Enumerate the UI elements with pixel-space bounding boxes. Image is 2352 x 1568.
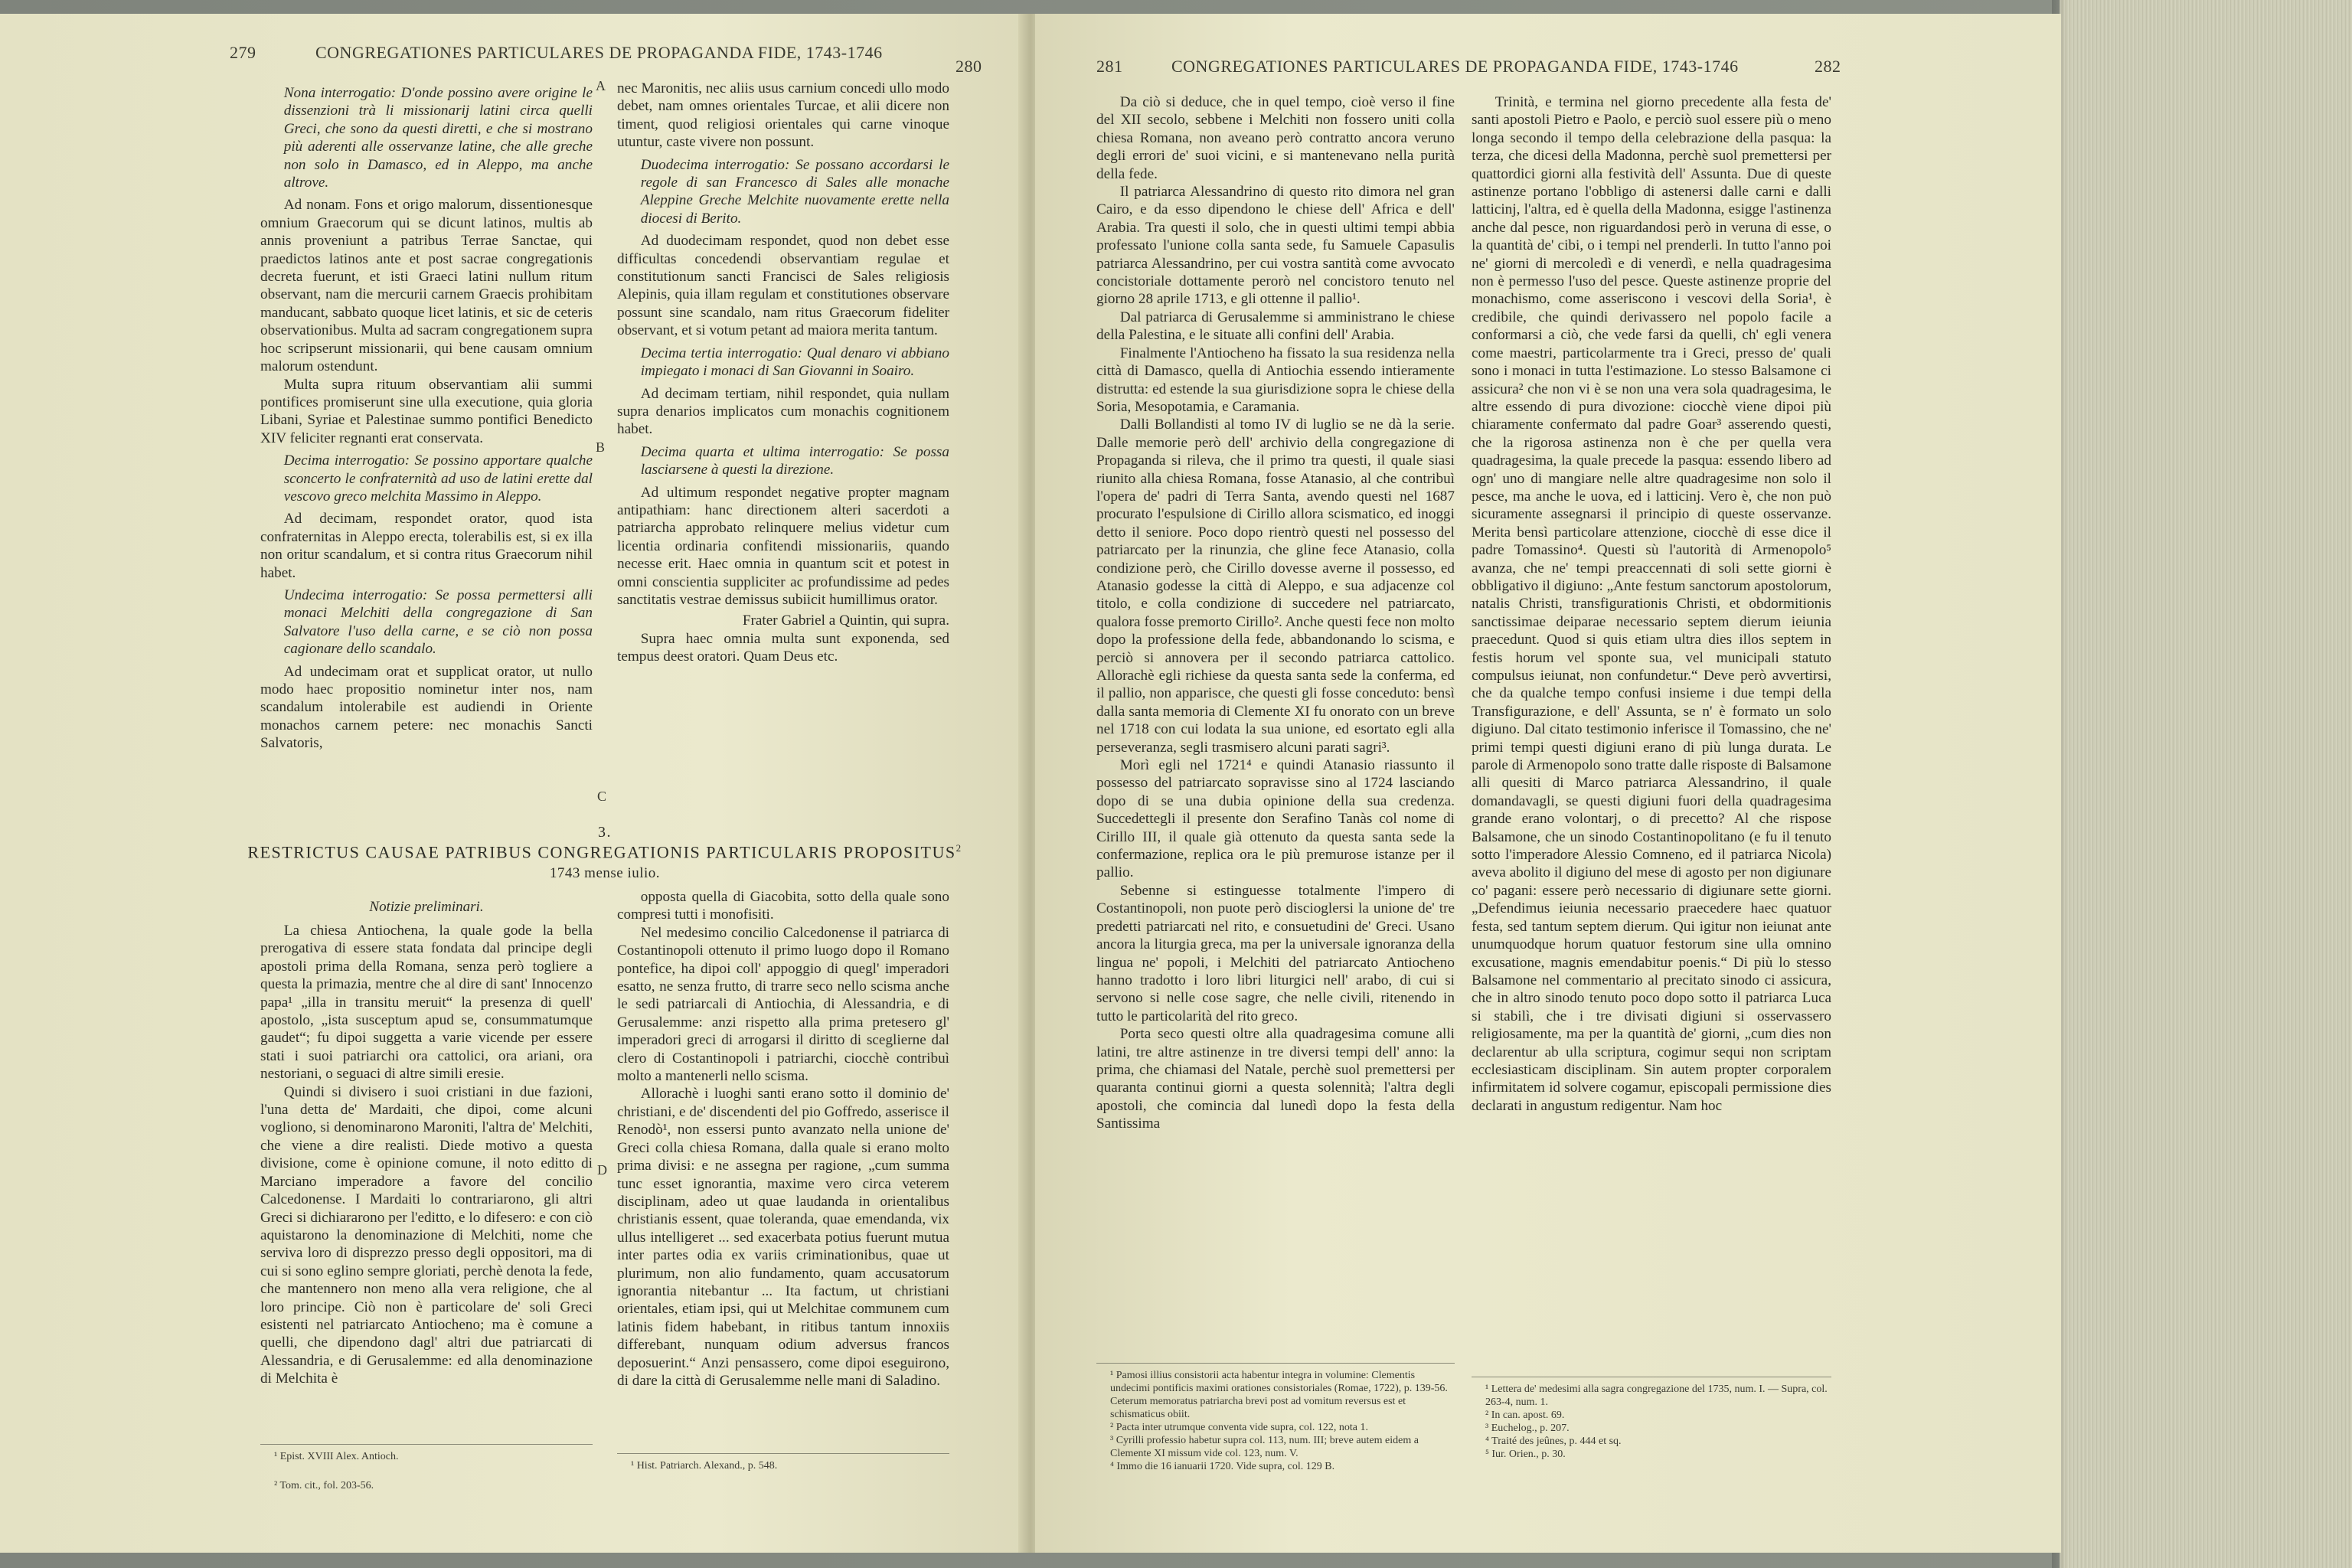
section-date: 1743 mense iulio. [549,865,661,881]
paragraph: Porta seco questi oltre alla quadragesima comune alli latini, tre altre astinenze in tre diversi tempi dell' anno: la prima, che chiamasi del Natale, perchè suol premettersi per quaranta continui giorni a questa solennità; l'altra degli apostoli, che comincia dal lunedì dopo la festa della Santissima [1096,1026,1455,1132]
paragraph: Quindi si divisero i suoi cristiani in due fazioni, l'una detta de' Mardaiti, che dipoi, come alcuni vogliono, si denominarono Maroniti, l'altra de' Melchiti, che viene a dire realisti. Diede motivo a questa divisione, come è opinione comune, il noto editto di Marciano imperadore a favore del concilio Calcedonense. I Mardaiti lo contrariarono, gli altri Greci si dichiararono per l'editto, e lo difesero: e con ciò aquistarono la denominazione di Melchiti, nome che serviva loro di disprezzo presso degli oppositori, ma di cui si sono eglino sempre gloriati, perchè denota la fede, che mantennero non meno alla vera religione, che al loro principe. Ciò non è particolare de' soli Greci esistenti nel patriarcato Antiocheno; ma è comune a quelli, che dipendono dagl' altri due patriarcati di Alessandria, e di Gerusalemme: ed alla denominazione di Melchita è [260,1083,593,1387]
left-page-number-a: 279 [230,43,256,62]
left-footnotes-col1 [260,1450,593,1463]
paragraph: nec Maronitis, nec aliis usus carnium concedi ullo modo debet, nam omnes orientales Turcae, et alii dicere non timent, quod religiosi orientales qui carne vinoque utuntur, caste vivere non possunt. [617,80,949,151]
footnote-rule-left-1 [260,1444,593,1445]
paragraph: Multa supra rituum observantiam alii summi pontifices promiserunt sine ulla executione, quia gloria Libani, Syriae et Palestinae summo pontifici Benedicto XIV feliciter regnanti erat conservata. [260,376,593,446]
section-title [230,842,980,862]
footnote: ⁴ Traité des jeûnes, p. 444 et sq. [1485,1436,1622,1447]
left-running-title: CONGREGATIONES PARTICULARES DE PROPAGANDA FIDE, 1743-1746 [315,43,883,62]
paragraph: Dal patriarca di Gerusalemme si amministrano le chiese della Palestina, e le situate alli confini dell' Arabia. [1096,309,1455,344]
footnote: ² Pacta inter utrumque conventa vide supra, col. 122, nota 1. [1110,1422,1368,1433]
interrogatio-paragraph: Duodecima interrogatio: Se possano accordarsi le regole di san Francesco di Sales alle monache Aleppine Greche Melchite nuovamente erette nella diocesi di Berito. [640,156,949,227]
margin-letter-b: B [596,439,606,455]
section-number: 3. [598,824,612,841]
right-column-1 [1096,93,1455,1133]
right-footnotes-col2 [1472,1383,1831,1461]
margin-letter-d: D [597,1162,607,1178]
footnote: ¹ Pamosi illius consistorii acta habentur integra in volumine: Clementis undecimi pontificis maximi orationes consistoriales (Romae, 1722), p. 139-56. Ceterum memoratus patriarcha brevi post ad vomitum reversus est et schismaticus obiit. [1110,1370,1448,1420]
right-running-title: CONGREGATIONES PARTICULARES DE PROPAGANDA FIDE, 1743-1746 [1171,57,1739,76]
signature-line: Frater Gabriel a Quintin, qui supra. [742,612,949,629]
left-page [0,14,1026,1553]
left-footnotes-col1-second [260,1479,593,1492]
right-page-number-a: 281 [1096,57,1123,76]
page-edges [2060,0,2352,1568]
section-title-note: 2 [956,842,962,854]
paragraph: Ad decimam, respondet orator, quod ista confraternitas in Aleppo erecta, tolerabilis est, si ex illa non oritur scandalum, et si contra ritus Graecorum nihil habet. [260,511,593,581]
paragraph: Morì egli nel 1721⁴ e quindi Atanasio riassunto il possesso del patriarcato sopravisse sino al 1724 lasciando dopo di se una dubia opinione della sua credenza. Succedettegli il presente don Serafino Tanàs col nome di Cirillo III, il quale già ottenuto da questa santa sede la confermazione, replica ora le più premurose istanze per il pallio. [1096,757,1455,881]
paragraph: Ad duodecimam respondet, quod non debet esse difficultas concedendi observantiam regulae et constitutionum sancti Francisci de Sales religiosis Alepinis, quia illam regulam et constitutiones observare possunt sine scandalo, nam ritus Graecorum fideliter observant, et si votum petant ad maiora merita tantum. [617,233,949,339]
left-column-1-bottom [260,922,593,1388]
paragraph: La chiesa Antiochena, la quale gode la bella prerogativa di essere stata fondata dal principe degli apostoli prima della Romana, senza però togliere a questa la primazia, mentre che al dire di sant' Innocenzo papa¹ „illa in transitu meruit“ la presenza di quell' apostolo, „ista susceptum apud se, consummatumque gaudet“; fu dipoi suggetta a varie vicende per essere stati i suoi patriarchi ora cattolici, ora ariani, ora nestoriani, o seguaci di altre simili eresie. [260,923,593,1083]
right-page-number-b: 282 [1815,57,1841,76]
paragraph: Nel medesimo concilio Calcedonense il patriarca di Costantinopoli ottenuto il primo luogo dopo il Romano pontefice, ha dipoi coll' appoggio di quegl' imperadori esatto, ne senza frutto, di trarre seco nello scisma anche le sedi patriarcali di Antiochia, di Alessandria, e di Gerusalemme: anzi rispetto alla prima pretesero gl' imperadori greci di arrogarsi il diritto di sceglierne dal clero di Costantinopoli i patriarchi, ciocchè contribuì molto a mantenerli nello scisma. [617,924,949,1085]
paragraph: Supra haec omnia multa sunt exponenda, sed tempus deest oratori. Quam Deus etc. [617,630,949,665]
left-footnotes-col2 [617,1459,949,1472]
right-column-2 [1472,93,1831,1115]
paragraph: Ad nonam. Fons et origo malorum, dissentionesque omnium Graecorum qui se dicunt latinos, multis ab annis proveniunt a patribus Terrae Sanctae, qui praedictos latinos ante et post sacrae congregationis decreta fuerunt, et isti Graeci latini nullum ritum observant, nam die mercurii carnem Graecis prohibitam manducant, sabbato quoque licet latinis, et sic de ceteris observationibus. Multa ad sacram congregationem supra hoc scripserunt missionarii, qui bene causam omnium malorum ostendunt. [260,197,593,375]
margin-letter-c: C [597,789,607,804]
interrogatio-paragraph: Decima interrogatio: Se possino apportare qualche sconcerto le confraternità ad uso de latini erette dal vescovo greco melchita Massimo in Aleppo. [283,452,593,505]
paragraph: Ad decimam tertiam, nihil respondet, quia nullam supra denarios implicatos cum monachis cognitionem habet. [617,385,949,438]
right-page [1035,14,2061,1553]
section-title-text: RESTRICTUS CAUSAE PATRIBUS CONGREGATIONIS PARTICULARIS PROPOSITUS [247,842,956,862]
left-page-number-b: 280 [956,57,982,76]
footnote: ³ Cyrilli professio habetur supra col. 113, num. III; breve autem eidem a Clemente XI missum vide col. 123, num. V. [1110,1435,1419,1459]
footnote: ³ Euchelog., p. 207. [1485,1423,1570,1434]
footnote-rule-right-1 [1096,1363,1455,1364]
footnote: ¹ Epist. XVIII Alex. Antioch. [274,1451,399,1462]
subheading: Notizie preliminari. [369,899,484,915]
footnote: ⁴ Immo die 16 ianuarii 1720. Vide supra, col. 129 B. [1110,1461,1335,1472]
paragraph: Trinità, e termina nel giorno precedente alla festa de' santi apostoli Pietro e Paolo, e perciò suol essere più o meno longa secondo il tempo della celebrazione della pasqua: la terza, che dicesi della Madonna, perchè suol premettersi per quattordici giorni alla festività dell' Assunta. Due di queste astinenze portano l'obbligo di astenersi dalle carni e dalli latticinj, l'altra, ed è quella della Madonna, esigge l'astinenza anche dal pesce, non riguardandosi però in veruna di esse, o la quantità de' cibi, o i tempi nel prenderli. In tutto l'anno poi ne' giorni di mercoledì e di venerdì, e nella quadragesima non è permesso l'uso del pesce. Queste astinenze proprie del monachismo, come asseriscono i vescovi della Soria¹, è credibile, che quindi derivassero nel popolo facile a conformarsi a ciò, che vede farsi da quelli, ch' egli venera come maestri, particolarmente tra i Greci, presso de' quali sono i monaci in tutta l'estimazione. Lo stesso Balsamone ci assicura² che non vi è se non una vera sola quadragesima, le altre essendo di pura divozione: ciocchè viene dipoi più chiaramente confermato dal padre Goar³ asserendo questi, che la rigorosa astinenza non è che per quella vera quadragesima, la quale precede la pasqua: essendo libero ad ogn' uno di mangiare nelle altre quadragesime non solo il pesce, ma anche le uova, ed i latticinj. Vero è, che non può sicuramente assegnarsi il principio di queste osservanze. Merita bensì particolare attenzione, ciocchè di esse dice il padre Tomassino⁴. Questi sù l'autorità di Armenopolo⁵ avanza, che ne' tempi preaccennati di soli sette giorni è obbligativo il digiuno: „Ante festum sanctorum apostolorum, natalis Christi, transfigurationis Christi, et obdormitionis sanctissimae deiparae necessario septem dierum ieiunia praecedunt. Quod si quis etiam ultra dies illos septem in festis horum vel sponte sua, vel municipali statuto compulsus ieiunat, non confundetur.“ Deve però avvertirsi, che da qualche tempo confusi insieme i due tempi della Transfigurazione, e dell' Assunta, se n' è formato un solo digiuno. Dal citato testimonio inferisce il Tomassino, che ne' primi tempi questi digiuni erano di più lunga durata. Le parole di Armenopolo sono tratte dalle risposte di Balsamone alli quesiti di Marco patriarca Alessandrino, il quale domandavagli, se questi digiuni fuori della quadragesima grande erano volontarj, o di precetto? Al che rispose Balsamone, che un sinodo Costantinopolitano (e fu il tenuto sotto l'imperadore Alessio Comneno, ed il patriarca Nicola) aveva abolito il digiuno del mese di agosto per non digiunare co' pagani: essere però necessario di digiunare sette giorni. „Defendimus ieiunia necessario praecedere haec quatuor festa, sed tantum septem dierum. Qui igitur non ieiunat ante unumquodque horum quatuor festorum sine ulla omnino excusatione, magnis emendabitur poenis.“ Di più lo stesso Balsamone nel commentario al precitato sinodo ci assicura, che in altro sinodo tenuto poco dopo sotto il patriarca Luca si stabilì, che i tre divisati digiuni si osservassero religiosamente, ma per la quantità de' giorni, „cum dies non declarentur ab ulla scriptura, cogimur sequi non scriptam ecclesiasticam disciplinam. Sin autem propter corporalem infirmitatem id solvere cogamur, episcopali permissione dies declarati in angustum redigentur. Nam hoc [1472,94,1831,1114]
paragraph: Finalmente l'Antiocheno ha fissato la sua residenza nella città di Damasco, quella di Antiochia essendo intieramente distrutta: ed estende la sua giurisdizione sopra le chiese della Soria, Mesopotamia, e Caramania. [1096,345,1455,415]
left-column-2-bottom [617,888,949,1390]
footnote-rule-left-2 [617,1453,949,1454]
paragraph: Allorachè i luoghi santi erano sotto il dominio de' christiani, e de' discendenti del pio Goffredo, asserisce il Renodò¹, non essersi punto avanzato nella unione de' Greci colla chiesa Romana, dalla quale si erano molto prima divisi: e ne assegna per ragione, „cum summa tunc esset ignorantia, maxime vero circa veterem disciplinam, adeo ut quae laudanda in orientalibus christianis essent, quae toleranda, quae emendanda, vix ullus intelligeret ... sed exacerbata potius fuerunt mutua inter partes odia ex variis criminationibus, quae ut plurimum, non alio fundamento, quam accusatorum ignorantia nitebantur ... Ita factum, ut christiani orientales, etiam ipsi, qui ut Melchitae communem cum latinis fidem habebant, in ritibus tantum innoxiis differebant, nunquam odium adversus francos deposuerint.“ Anzi pensassero, come dipoi eseguirono, di dare la città di Gerusalemme nelle mani di Saladino. [617,1086,949,1389]
interrogatio-paragraph: Decima quarta et ultima interrogatio: Se possa lasciarsene à questi la direzione. [640,443,949,479]
footnote: ² In can. apost. 69. [1485,1410,1565,1421]
paragraph: opposta quella di Giacobita, sotto della quale sono compresi tutti i monofisiti. [617,889,949,923]
margin-letter-a: A [596,78,606,93]
paragraph: Dalli Bollandisti al tomo IV di luglio se ne dà la serie. Dalle memorie però dell' archivio della congregazione di Propaganda si rileva, che il primo tra questi, il quale siasi riunito alla chiesa Romana, fosse Atanasio, al che contribuì l'opera de' padri di Terra Santa, avendo questi nel 1687 procurato l'espulsione di Cirillo allora scismatico, ed inoggi detto il seniore. Poco dopo rientrò questi nel possesso del patriarcato per la rinunzia, che gline fece Atanasio, colla condizione però, che Cirillo dovesse averne il possesso, ed Atanasio godesse la città di Aleppo, e sua adjacenze col titolo, e colla condizione di succedere nel patriarcato, qualora fosse premorto Cirillo². Anche questi fece non molto dopo la professione della fede, abbandonando lo scisma, e perciò si annovera per il secondo patriarca cattolico. Allorachè egli richiese da questa santa sede la conferma, ed il pallio, non apparisce, che questi gli fosse conceduto: bensì dalla santa memoria di Clemente XI fu onorato con un breve nel 1718 con cui lodata la sua unione, ed esortato egli alla perseveranza, segli trasmisero alcuni parati sagri³. [1096,416,1455,756]
left-column-1-top [260,80,593,753]
left-column-2-top [617,80,949,666]
paragraph: Sebenne si estinguesse totalmente l'impero di Costantinopoli, non puote però discioglersi la unione de' tre predetti patriarcati nel rito, e consuetudini de' Greci. Usano ancora la liturgia greca, ma per la universale ignoranza della lingua ne' popoli, i Melchiti del patriarcato Antiocheno hanno tradotto i loro libri liturgici nell' arabo, di cui si servono si nelle cose sagre, che nelle civili, ritenendo in tutto le particolarità del rito greco. [1096,882,1455,1024]
paragraph: Il patriarca Alessandrino di questo rito dimora nel gran Cairo, e da esso dipendono le chiese dell' Africa e dell' Arabia. Tra questi il solo, che in questi ultimi tempi abbia professato l'unione colla santa sede, fu Samuele Capasulis patriarca Alessandrino, per cui vostra santità come avvocato concistoriale dottamente perorò nel concistoro tenuto nel giorno 28 aprile 1713, e gli ottenne il pallio¹. [1096,184,1455,308]
paragraph: Ad ultimum respondet negative propter magnam antipathiam: hanc directionem alteri sacerdoti a patriarcha approbato relinquere melius videtur cum licentia ordinaria confitendi missionariis, quando necesse erit. Haec omnia in quantum scit et potest in omni conscientia suppliciter ac profundissime ad pedes sanctitatis vestrae demissus subiicit humillimus orator. [617,484,949,608]
footnote: ⁵ Iur. Orien., p. 30. [1485,1449,1566,1460]
interrogatio-paragraph: Nona interrogatio: D'onde possino avere origine le dissenzioni trà li missionarij latini circa quelli Greci, che sono da questi diretti, e che si mostrano più aderenti alle osservanze latine, che alle greche non solo in Damasco, ed in Aleppo, ma anche altrove. [283,85,593,191]
footnote: ² Tom. cit., fol. 203-56. [274,1480,374,1491]
paragraph: Ad undecimam orat et supplicat orator, ut nullo modo haec propositio nominetur inter nos, nam scandalum intolerabile est audiendi in Oriente monachos carnem petere: nec monachis Sancti Salvatoris, [260,663,593,752]
footnote: ¹ Hist. Patriarch. Alexand., p. 548. [631,1460,778,1472]
right-footnotes-col1 [1096,1369,1455,1473]
interrogatio-paragraph: Undecima interrogatio: Se possa permettersi alli monaci Melchiti della congregazione di San Salvatore l'uso della carne, e se ciò non possa cagionare dello scandalo. [283,586,593,658]
interrogatio-paragraph: Decima tertia interrogatio: Qual denaro vi abbiano impiegato i monaci di San Giovanni in Soairo. [640,345,949,380]
paragraph: Da ciò si deduce, che in quel tempo, cioè verso il fine del XII secolo, sebbene i Melchiti non fossero uniti colla chiesa Romana, non aveano però contratto ancora veruno degli errori de' suoi vicini, e si mantenevano nella purità della fede. [1096,94,1455,182]
footnote: ¹ Lettera de' medesimi alla sagra congregazione del 1735, num. I. — Supra, col. 263-4, num. 1. [1485,1383,1828,1408]
